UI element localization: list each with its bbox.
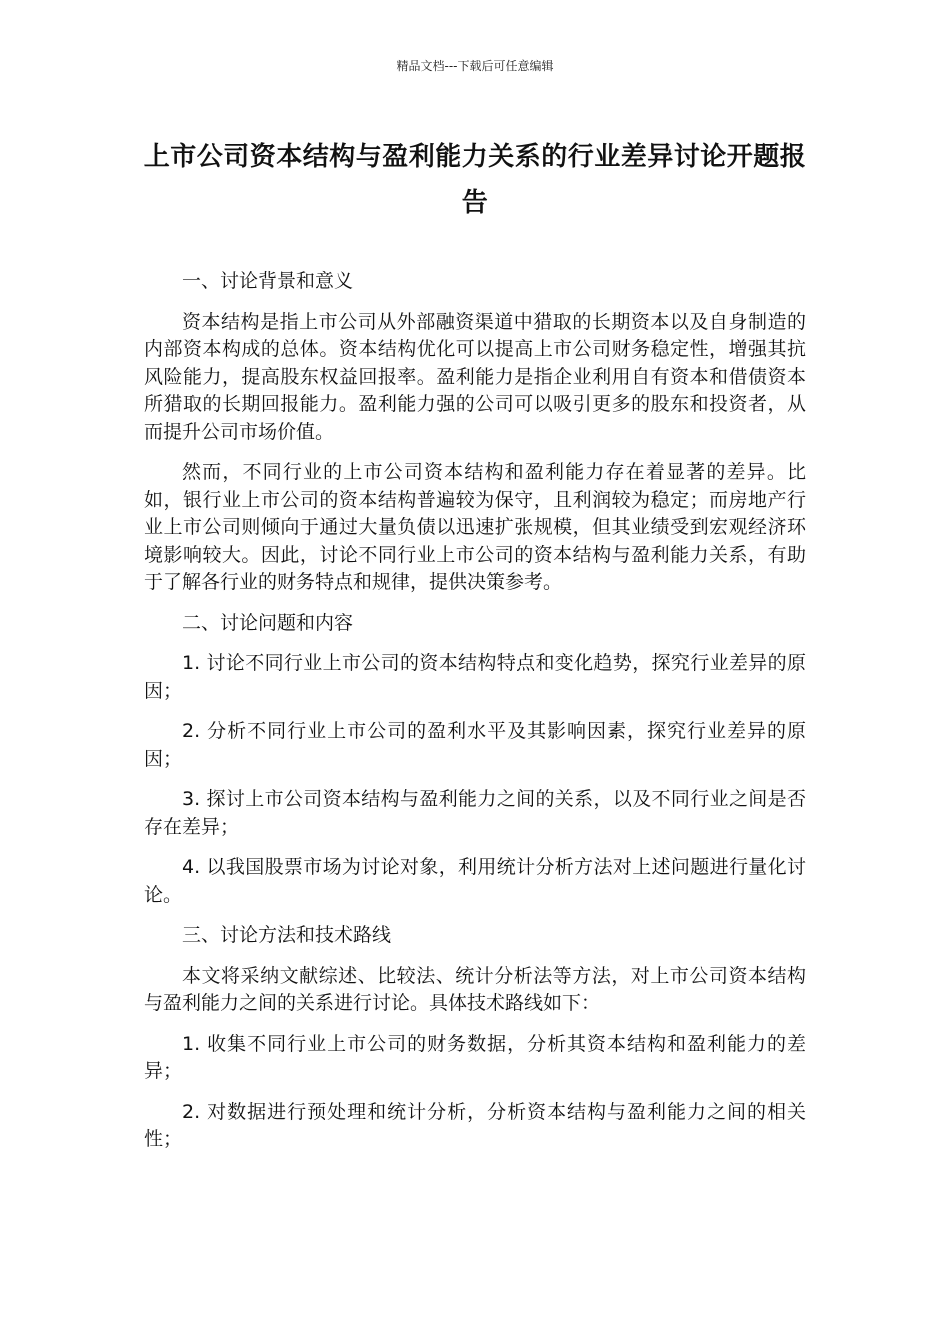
paragraph-capital-structure: 资本结构是指上市公司从外部融资渠道中猎取的长期资本以及自身制造的内部资本构成的总体。资本结构优化可以提高上市公司财务稳定性，增强其抗风险能力，提高股东权益回报率。盈利能力是指企业利用自有资本和借债资本所猎取的长期回报能力。盈利能力强的公司可以吸引更多的股东和投资者，从而提升公司市场价值。 <box>144 310 806 443</box>
document-body <box>144 268 806 1167</box>
list-item-problem-1: 1. 讨论不同行业上市公司的资本结构特点和变化趋势，探究行业差异的原因； <box>144 652 806 702</box>
list-item-problem-3: 3. 探讨上市公司资本结构与盈利能力之间的关系，以及不同行业之间是否存在差异； <box>144 788 806 838</box>
list-item-route-2: 2. 对数据进行预处理和统计分析，分析资本结构与盈利能力之间的相关性； <box>144 1100 806 1150</box>
list-item-problem-2: 2. 分析不同行业上市公司的盈利水平及其影响因素，探究行业差异的原因； <box>144 720 806 770</box>
section-heading-background: 一、讨论背景和意义 <box>182 270 354 292</box>
list-item-route-1: 1. 收集不同行业上市公司的财务数据，分析其资本结构和盈利能力的差异； <box>144 1032 806 1082</box>
paragraph-industry-difference: 然而，不同行业的上市公司资本结构和盈利能力存在着显著的差异。比如，银行业上市公司的资本结构普遍较为保守，且利润较为稳定；而房地产行业上市公司则倾向于通过大量负债以迅速扩张规模，但其业绩受到宏观经济环境影响较大。因此，讨论不同行业上市公司的资本结构与盈利能力关系，有助于了解各行业的财务特点和规律，提供决策参考。 <box>144 461 806 593</box>
section-heading-problems: 二、讨论问题和内容 <box>182 611 354 634</box>
list-item-problem-4: 4. 以我国股票市场为讨论对象，利用统计分析方法对上述问题进行量化讨论。 <box>144 856 806 906</box>
section-heading-methods: 三、讨论方法和技术路线 <box>182 924 392 946</box>
paragraph-methods: 本文将采纳文献综述、比较法、统计分析法等方法，对上市公司资本结构与盈利能力之间的关系进行讨论。具体技术路线如下： <box>144 964 806 1014</box>
document-title: 上市公司资本结构与盈利能力关系的行业差异讨论开题报告 <box>143 142 807 218</box>
page-header: 精品文档---下载后可任意编辑 <box>396 59 554 73</box>
